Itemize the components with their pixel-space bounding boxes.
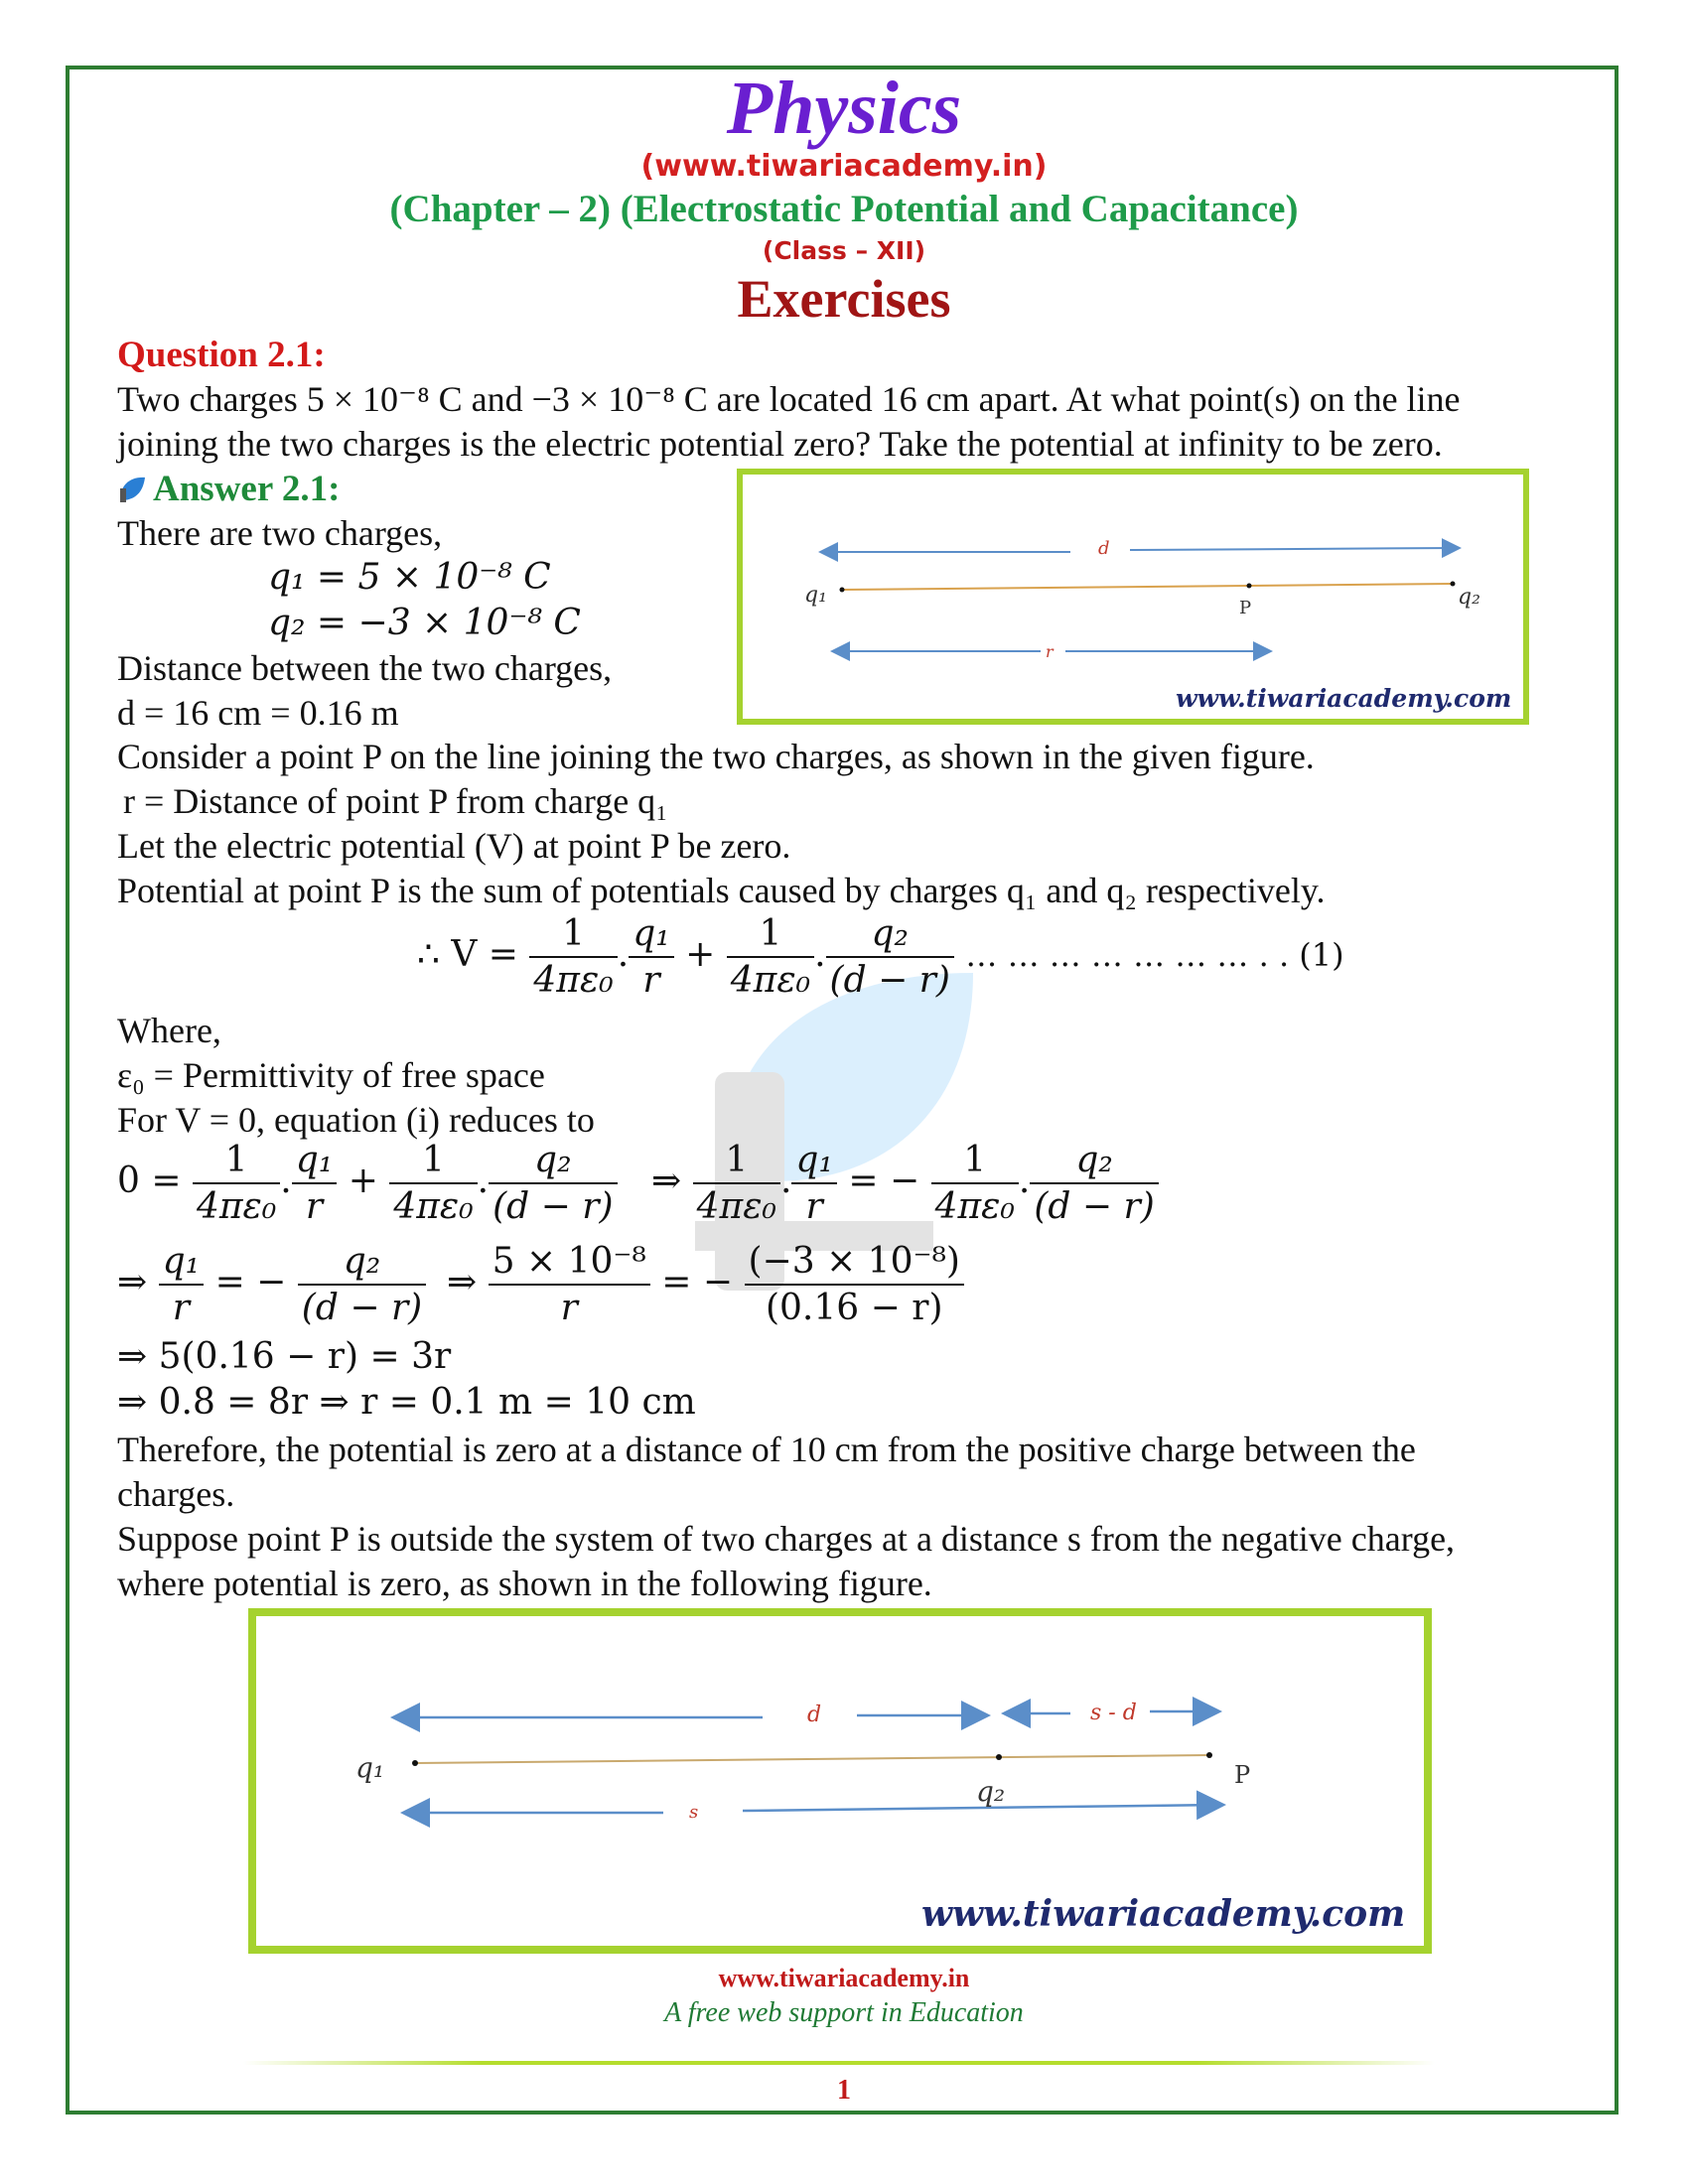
equation-tag: … … … … … … … . . (1) [965,936,1344,974]
fig1-q2-point [1451,582,1456,587]
section-heading: Exercises [737,269,951,329]
fig2-q1-point [412,1760,418,1766]
distance-label: Distance between the two charges, [117,648,613,688]
charge-q2: q₂ = −3 × 10⁻⁸ C [268,603,581,643]
equation-step-2b: ⇒ $\frac{\text{5 × 10⁻⁸}}{r}$ = − $\frac{\text{(−3 × 10⁻⁸)}}{(0.16 - r)}$ [447,1241,964,1328]
question-line-2: joining the two charges is the electric potential zero? Take the potential at infinity to be zero. [117,424,1443,464]
fig1-p-point [1247,584,1252,589]
question-line-1: Two charges 5 × 10⁻⁸ C and −3 × 10⁻⁸ C are located 16 cm apart. At what point(s) on the line [117,379,1461,419]
potential-sum-text: Potential at point P is the sum of potentials caused by charges q₁ and q₂ respectively. [117,871,1326,910]
page-title: Physics [726,67,962,150]
equation-step-1b: ⇒ $\frac{1}{\text{4πε₀}}$ . $\frac{\text{q₁}}{r}$ = − $\frac{1}{\text{4πε₀}}$ . $\frac{\text{q₂}}{(d - r)}$ [651,1140,1159,1227]
fig2-q2-point [996,1754,1002,1760]
where-label: Where, [117,1011,221,1050]
reduces-text: For V = 0, equation (i) reduces to [117,1100,595,1140]
answer-label: Answer 2.1: [153,469,341,509]
fig1-d-arrow-right [1130,548,1458,550]
equation-1: ∴ V = $\frac{1}{\text{4πε₀}}$ . $\frac{\text{q₁}}{r}$ + $\frac{1}{\text{4πε₀}}$ . $\frac{\text{q₂}}{(d - r)}$ … … … … … … … . . (1) [417,913,1344,1001]
chapter-heading: (Chapter – 2) (Electrostatic Potential and Capacitance) [389,188,1299,230]
epsilon-definition: ε₀ = Permittivity of free space [117,1055,545,1095]
fig2-q2-label: q₂ [976,1775,1006,1808]
footer-tagline: A free web support in Education [664,1997,1024,2028]
page-number: 1 [837,2075,851,2106]
fig1-watermark: www.tiwariacademy.com [1176,684,1512,713]
figure-2-diagram [256,1616,1424,1946]
fig2-charge-line [415,1755,1209,1763]
fig1-q1-label: q₁ [804,583,827,608]
fig2-s-label: s [689,1802,699,1823]
conclusion-line-2: charges. [117,1474,235,1514]
header-site-link[interactable]: (www.tiwariacademy.in) [640,149,1048,184]
footer-divider [243,2061,1435,2065]
answer-heading [117,468,340,510]
fig1-q2-label: q₂ [1458,585,1480,610]
fig2-p-label: P [1234,1761,1251,1789]
fig1-q1-point [840,588,845,593]
fig2-p-point [1206,1752,1212,1758]
equation-step-4: ⇒ 0.8 = 8r ⇒ r = 0.1 m = 10 cm [117,1382,696,1423]
equation-step-2: ⇒ $\frac{\text{q₁}}{r}$ = − $\frac{\text{q₂}}{(d - r)}$ [117,1241,426,1328]
fig1-p-label: P [1239,598,1252,618]
tiwari-leaf-icon [117,475,147,504]
question-label: Question 2.1: [117,335,326,375]
answer-intro: There are two charges, [117,513,443,553]
equation-step-1: 0 = $\frac{1}{\text{4πε₀}}$ . $\frac{\text{q₁}}{r}$ + $\frac{1}{\text{4πε₀}}$ . $\frac{\text{q₂}}{(d - r)}$ [117,1140,618,1227]
distance-value: d = 16 cm = 0.16 m [117,693,399,733]
equation-step-3: ⇒ 5(0.16 − r) = 3r [117,1336,452,1377]
fig1-d-label: d [1098,538,1110,559]
suppose-line-2: where potential is zero, as shown in the following figure. [117,1564,932,1603]
footer-site-link[interactable]: www.tiwariacademy.in [718,1964,970,1992]
fig1-r-label: r [1046,642,1054,661]
fig2-q1-label: q₁ [355,1751,385,1784]
fig2-sd-label: s - d [1090,1701,1137,1725]
figure-1-diagram [743,475,1523,719]
conclusion-line-1: Therefore, the potential is zero at a distance of 10 cm from the positive charge between the [117,1430,1416,1469]
class-label: (Class – XII) [762,236,926,265]
potential-zero-text: Let the electric potential (V) at point P be zero. [117,826,791,866]
figure-2 [248,1608,1432,1954]
figure-1 [737,469,1529,725]
fig2-d-label: d [807,1703,822,1727]
suppose-line-1: Suppose point P is outside the system of two charges at a distance s from the negative charge, [117,1519,1456,1559]
consider-point-text: Consider a point P on the line joining the two charges, as shown in the given figure. [117,737,1315,776]
charge-q1: q₁ = 5 × 10⁻⁸ C [268,557,551,598]
r-definition: r = Distance of point P from charge q₁ [123,781,668,821]
fig2-watermark: www.tiwariacademy.com [921,1893,1406,1935]
fig1-charge-line [842,584,1453,590]
